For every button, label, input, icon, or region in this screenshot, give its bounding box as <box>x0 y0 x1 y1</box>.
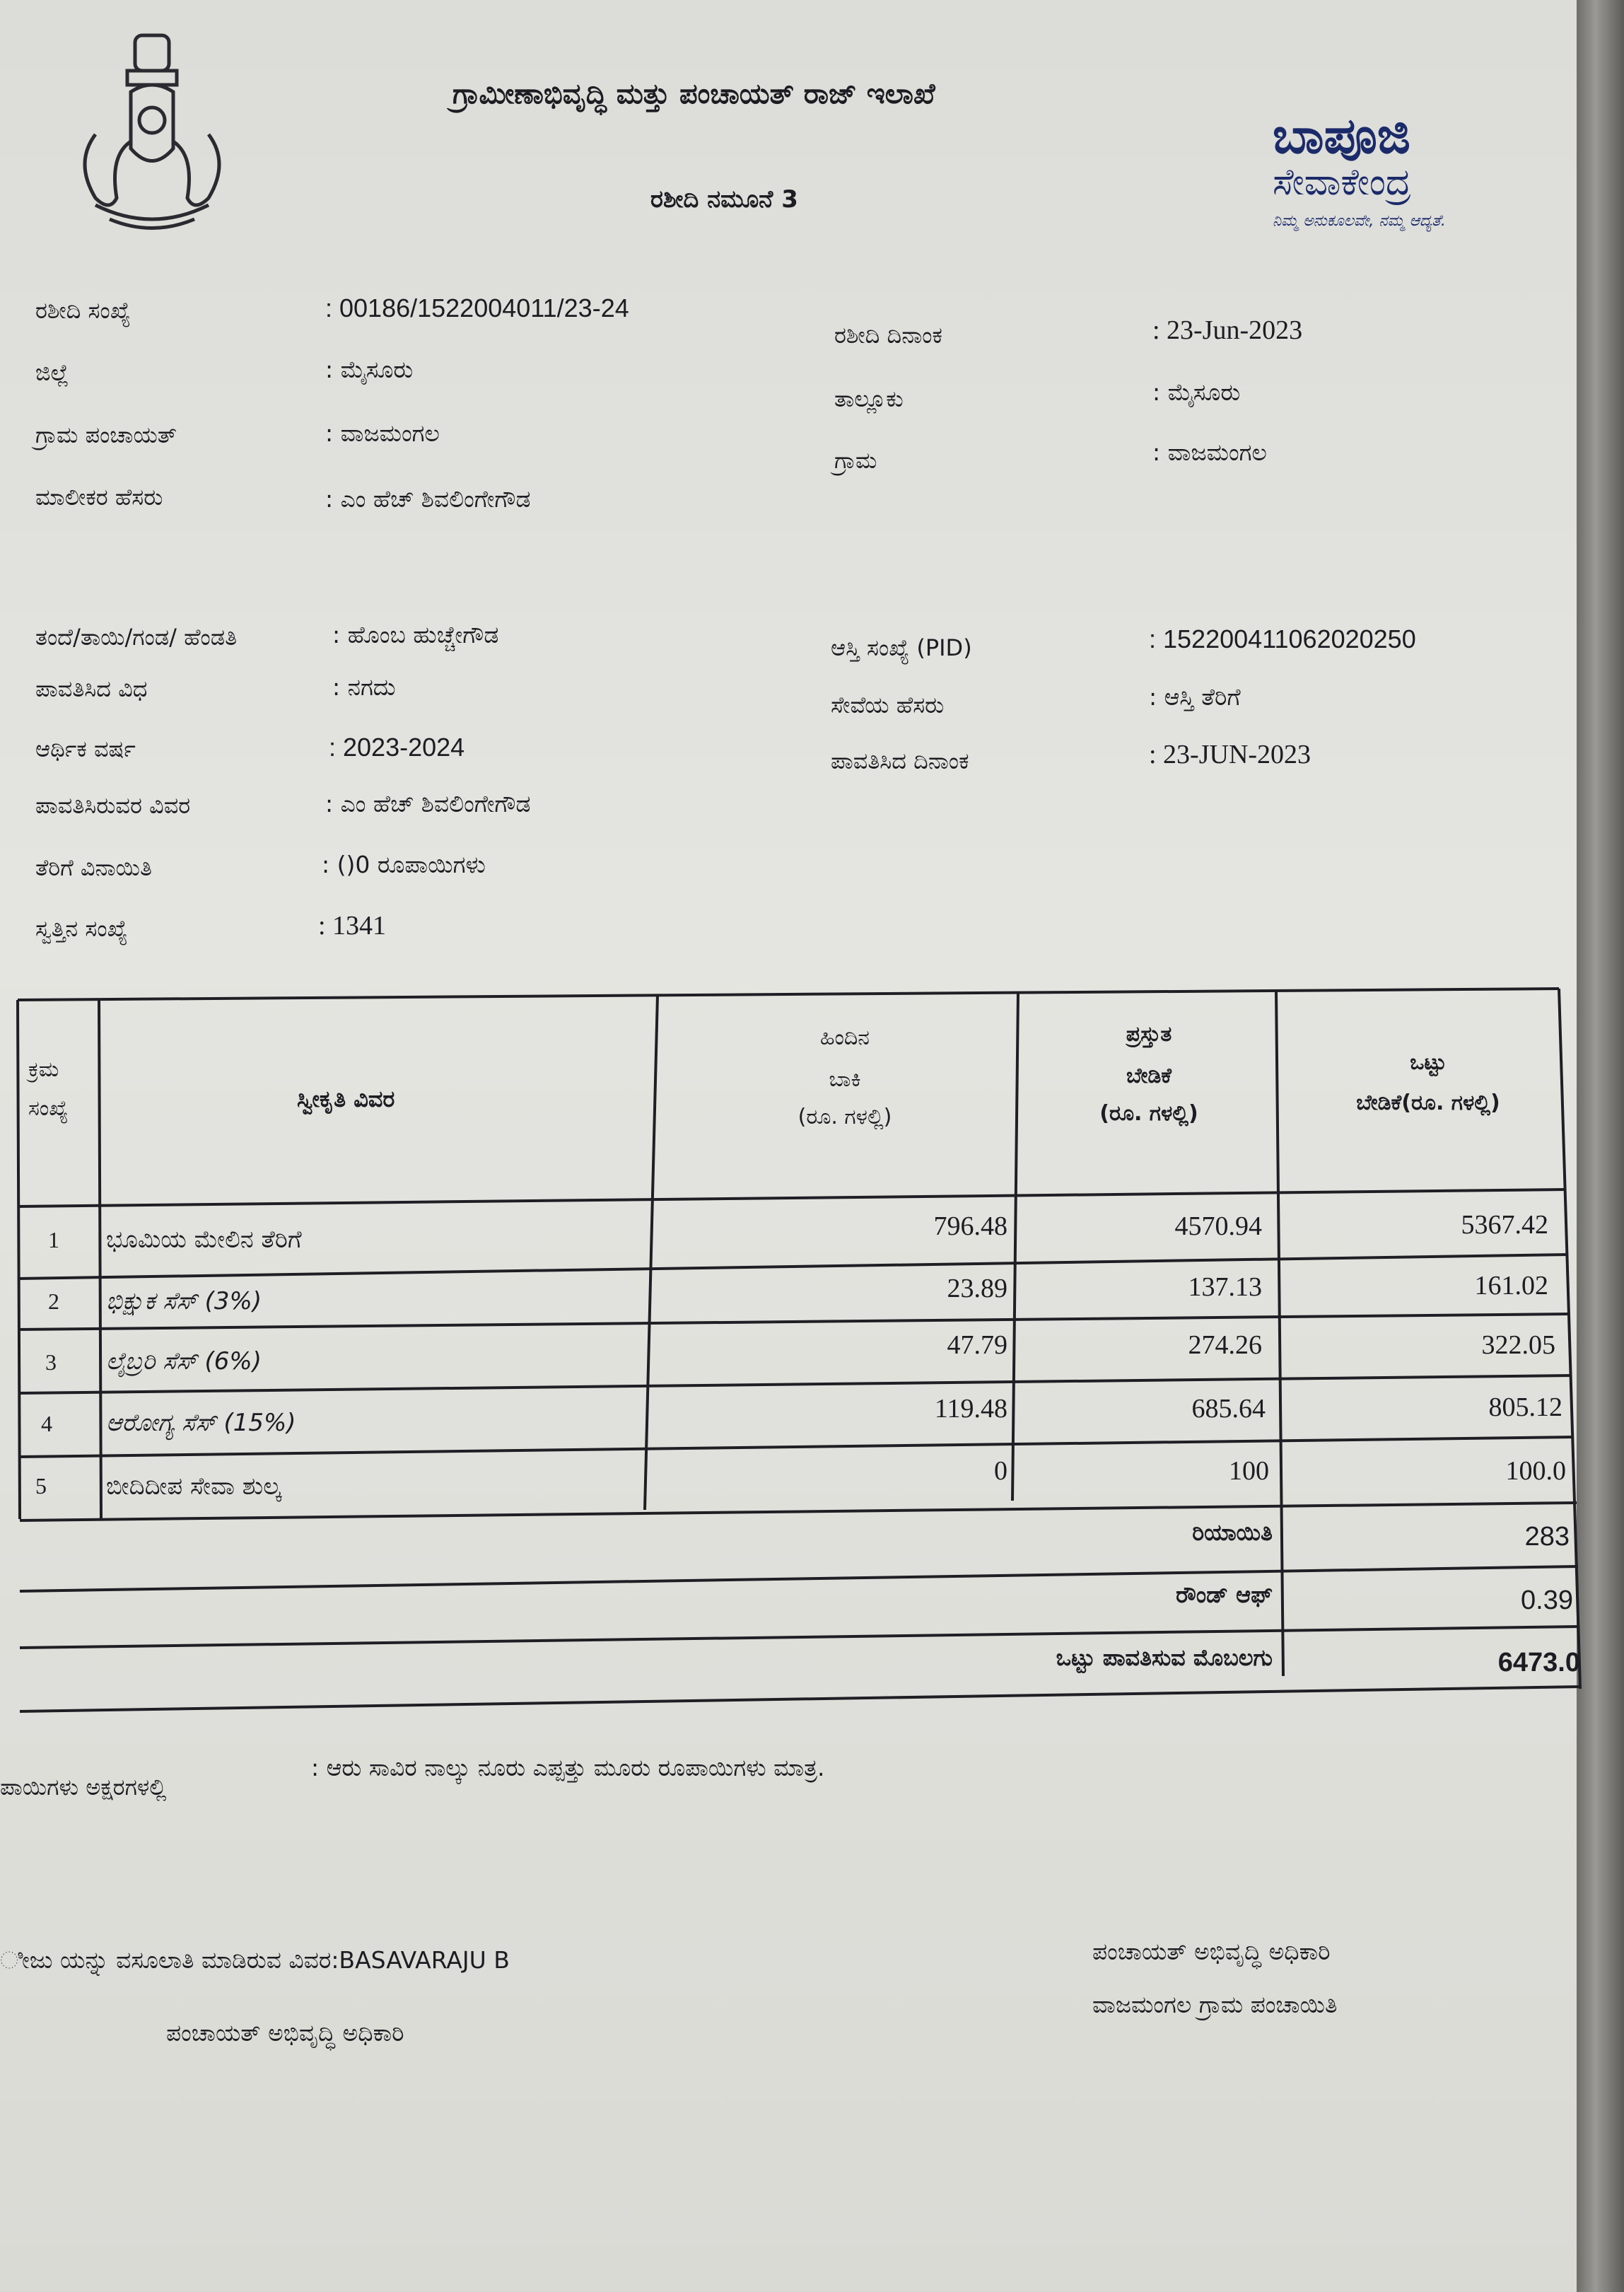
panchayat-value: : ವಾಜಮಂಗಲ <box>325 419 440 447</box>
property-pid: : 152200411062020250 <box>1149 624 1416 653</box>
header-total-demand: ಒಟ್ಟು ಬೇಡಿಕೆ(ರೂ. ಗಳಲ್ಲಿ) <box>1356 1050 1500 1115</box>
field-label: ಜಿಲ್ಲೆ <box>35 359 69 386</box>
header-description: ಸ್ವೀಕೃತಿ ವಿವರ <box>297 1086 395 1112</box>
page-edge <box>1577 0 1624 2292</box>
row-previous: 119.48 <box>934 1394 1007 1424</box>
amount-in-words-label: ಪಾಯಿಗಳು ಅಕ್ಷರಗಳಲ್ಲಿ <box>0 1774 167 1801</box>
field-label: ರಶೀದಿ ಸಂಖ್ಯೆ <box>35 297 131 324</box>
row-total: 161.02 <box>1474 1271 1548 1301</box>
header-current-demand: ಪ್ರಸ್ತುತ ಬೇಡಿಕೆ (ರೂ. ಗಳಲ್ಲಿ) <box>1099 1022 1198 1126</box>
tax-exemption: : ()0 ರೂಪಾಯಿಗಳು <box>322 851 486 878</box>
field-label: ಸ್ವತ್ತಿನ ಸಂಖ್ಯೆ <box>35 915 128 942</box>
district-value: : ಮೈಸೂರು <box>325 356 414 383</box>
row-total: 5367.42 <box>1461 1210 1548 1240</box>
roundoff-value: 0.39 <box>1521 1586 1573 1615</box>
village-value: : ವಾಜಮಂಗಲ <box>1152 438 1267 466</box>
field-label: ಪಾವತಿಸಿರುವರ ವಿವರ <box>35 792 191 819</box>
row-description: ಭೂಮಿಯ ಮೇಲಿನ ತೆರಿಗೆ <box>106 1226 302 1254</box>
field-label: ತೆರಿಗೆ ವಿನಾಯಿತಿ <box>35 854 152 881</box>
bapuji-logo: ಬಾಪೂಜಿ ಸೇವಾಕೇಂದ್ರ ನಿಮ್ಮ ಅನುಕೂಲವೇ, ನಮ್ಮ ಆದ್ಯತೆ. <box>1273 106 1446 230</box>
row-current: 274.26 <box>1188 1330 1262 1360</box>
row-current: 4570.94 <box>1174 1211 1262 1241</box>
total-payable-label: ಒಟ್ಟು ಪಾವತಿಸುವ ಮೊಬಲಗು <box>1056 1644 1273 1671</box>
financial-year: : 2023-2024 <box>329 733 465 762</box>
service-name: : ಆಸ್ತಿ ತೆರಿಗೆ <box>1149 683 1241 711</box>
field-label: ಆಸ್ತಿ ಸಂಖ್ಯೆ (PID) <box>831 634 972 661</box>
row-total: 322.05 <box>1481 1330 1555 1360</box>
department-title: ಗ್ರಾಮೀಣಾಭಿವೃದ್ಧಿ ಮತ್ತು ಪಂಚಾಯತ್ ರಾಜ್ ಇಲಾಖೆ <box>452 78 935 110</box>
row-current: 137.13 <box>1188 1272 1262 1302</box>
officer-office: ವಾಜಮಂಗಲ ಗ್ರಾಮ ಪಂಚಾಯಿತಿ <box>1092 1991 1338 2018</box>
field-label: ಪಾವತಿಸಿದ ದಿನಾಂಕ <box>831 747 969 774</box>
payer-name: : ಎಂ ಹೆಚ್ ಶಿವಲಿಂಗೇಗೌಡ <box>325 790 531 818</box>
discount-label: ರಿಯಾಯಿತಿ <box>1192 1519 1273 1546</box>
payment-date: : 23-JUN-2023 <box>1149 740 1312 769</box>
row-sl: 2 <box>48 1288 59 1314</box>
field-label: ರಶೀದಿ ದಿನಾಂಕ <box>834 322 942 349</box>
field-label: ತಂದೆ/ತಾಯಿ/ಗಂಡ/ ಹೆಂಡತಿ <box>35 624 238 651</box>
field-label: ಗ್ರಾಮ ಪಂಚಾಯತ್ <box>35 421 177 448</box>
field-label: ಆರ್ಥಿಕ ವರ್ಷ <box>35 735 136 762</box>
row-previous: 23.89 <box>947 1274 1007 1303</box>
collector-title: ಪಂಚಾಯತ್ ಅಭಿವೃದ್ಧಿ ಅಧಿಕಾರಿ <box>166 2019 404 2047</box>
field-label: ಮಾಲೀಕರ ಹೆಸರು <box>35 484 163 511</box>
row-description: ಆರೋಗ್ಯ ಸೆಸ್ (15%) <box>106 1409 296 1437</box>
amount-in-words: : ಆರು ಸಾವಿರ ನಾಲ್ಕು ನೂರು ಎಪ್ಪತ್ತು ಮೂರು ರೂಪಾಯಿಗಳು ಮಾತ್ರ. <box>311 1754 825 1781</box>
officer-title: ಪಂಚಾಯತ್ ಅಭಿವೃದ್ಧಿ ಅಧಿಕಾರಿ <box>1092 1938 1331 1965</box>
row-sl: 1 <box>48 1227 59 1252</box>
collector-details: ೀಜು ಯನ್ನು ವಸೂಲಾತಿ ಮಾಡಿರುವ ವಿವರ:BASAVARAJU B <box>0 1946 510 1974</box>
row-total: 100.0 <box>1505 1456 1566 1486</box>
row-description: ಲೈಬ್ರರಿ ಸೆಸ್ (6%) <box>106 1347 262 1375</box>
roundoff-label: ರೌಂಡ್ ಆಫ್ <box>1176 1581 1273 1608</box>
row-previous: 0 <box>994 1456 1007 1486</box>
row-previous: 796.48 <box>933 1211 1007 1241</box>
row-current: 100 <box>1229 1456 1269 1486</box>
row-total: 805.12 <box>1488 1392 1562 1422</box>
field-label: ತಾಲ್ಲೂಕು <box>834 385 904 412</box>
total-payable-value: 6473.0 <box>1497 1648 1580 1677</box>
row-description: ಭಿಕ್ಷುಕ ಸೆಸ್ (3%) <box>106 1287 262 1315</box>
relative-name: : ಹೊಂಬ ಹುಚ್ಚೇಗೌಡ <box>332 621 499 648</box>
receipt-number: : 00186/1522004011/23-24 <box>325 293 629 322</box>
receipt-date: : 23-Jun-2023 <box>1152 315 1303 345</box>
field-label: ಗ್ರಾಮ <box>834 447 877 474</box>
discount-value: 283 <box>1524 1522 1570 1552</box>
form-name: ರಶೀದಿ ನಮೂನೆ 3 <box>650 185 798 214</box>
header-previous-balance: ಹಿಂದಿನ ಬಾಕಿ (ರೂ. ಗಳಲ್ಲಿ) <box>798 1025 892 1129</box>
header-sl: ಕ್ರಮ ಸಂಖ್ಯೆ <box>28 1057 69 1121</box>
row-sl: 5 <box>35 1473 47 1499</box>
row-sl: 4 <box>41 1411 52 1436</box>
row-description: ಬೀದಿದೀಪ ಸೇವಾ ಶುಲ್ಕ <box>106 1472 281 1501</box>
taluk-value: : ಮೈಸೂರು <box>1152 378 1241 406</box>
field-label: ಸೇವೆಯ ಹೆಸರು <box>831 692 945 719</box>
property-number: : 1341 <box>318 911 387 941</box>
row-previous: 47.79 <box>947 1330 1007 1360</box>
owner-name: : ಎಂ ಹೆಚ್ ಶಿವಲಿಂಗೇಗೌಡ <box>325 485 531 513</box>
row-current: 685.64 <box>1191 1394 1266 1424</box>
field-label: ಪಾವತಿಸಿದ ವಿಧ <box>35 675 148 702</box>
state-emblem-icon <box>67 28 237 240</box>
payment-mode: : ನಗದು <box>332 673 396 701</box>
row-sl: 3 <box>45 1349 57 1375</box>
